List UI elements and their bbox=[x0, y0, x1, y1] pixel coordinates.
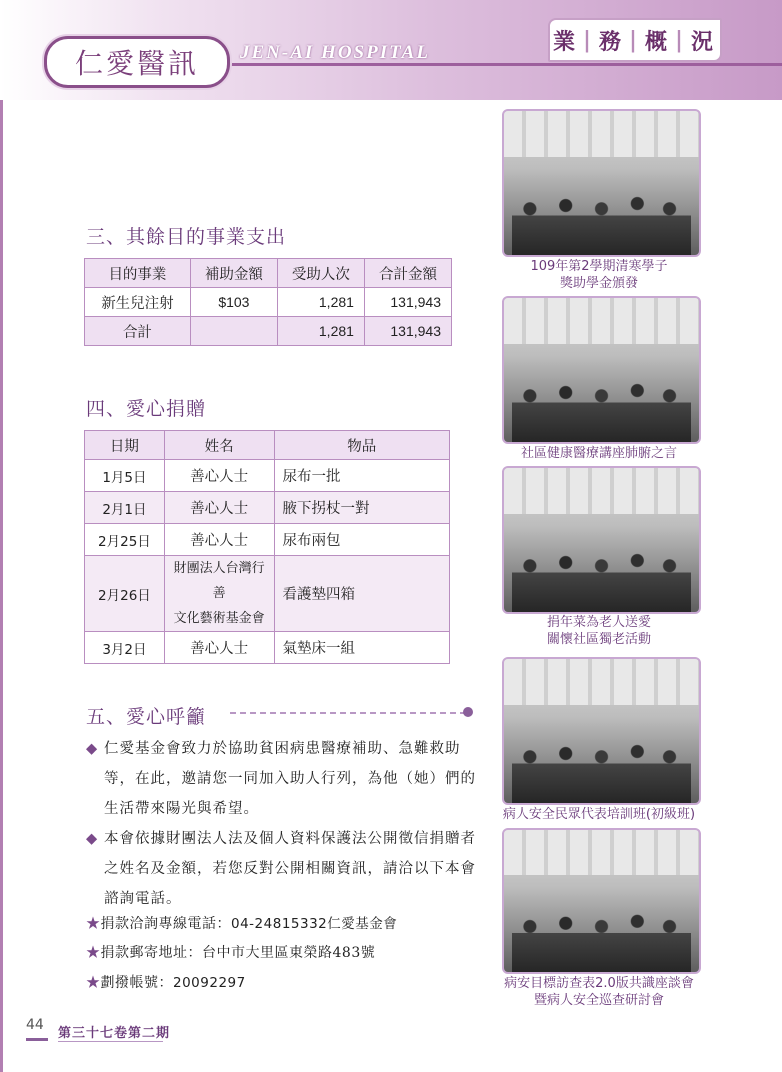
star-icon: ★ bbox=[86, 975, 101, 991]
name-line: 財團法人台灣行善 bbox=[173, 561, 265, 601]
appeal-bullets bbox=[86, 734, 478, 914]
caption-line: 捐年菜為老人送愛 bbox=[546, 615, 651, 630]
photo-caption bbox=[488, 258, 710, 292]
section-char: 務 bbox=[598, 28, 625, 55]
table-header-row bbox=[85, 259, 452, 288]
name-line: 文化藝術基金會 bbox=[173, 611, 265, 626]
table-row bbox=[85, 524, 450, 556]
title-dash-dot bbox=[463, 707, 473, 717]
section3-title: 三、其餘目的事業支出 bbox=[86, 226, 287, 248]
cell: 1,281 bbox=[277, 317, 364, 346]
header-cell: 合計金額 bbox=[364, 259, 451, 288]
header-cell: 日期 bbox=[85, 431, 165, 460]
cell: 131,943 bbox=[364, 317, 451, 346]
caption-line: 社區健康醫療講座肺腑之言 bbox=[520, 446, 677, 461]
cell-name bbox=[164, 556, 274, 632]
caption-line: 病安目標訪查表2.0版共識座談會 bbox=[504, 976, 694, 991]
photo-safety-symposium bbox=[502, 828, 701, 974]
diamond-icon: ◆ bbox=[86, 831, 99, 847]
contact-label: 劃撥帳號： bbox=[100, 975, 173, 991]
cell-date: 2月1日 bbox=[85, 492, 165, 524]
photo-caption bbox=[488, 445, 710, 462]
cell: 新生兒注射 bbox=[85, 288, 191, 317]
photo-elderly-care bbox=[502, 466, 701, 614]
table-header-row bbox=[85, 431, 450, 460]
contact-value: 04-24815332仁愛基金會 bbox=[231, 916, 398, 932]
cell-name: 善心人士 bbox=[164, 632, 274, 664]
issue-underline bbox=[58, 1041, 163, 1042]
section5-title: 五、愛心呼籲 bbox=[86, 706, 207, 728]
bullet-item bbox=[86, 734, 478, 824]
contact-phone bbox=[86, 912, 397, 933]
contact-account bbox=[86, 972, 246, 992]
bullet-text: 仁愛基金會致力於協助貧困病患醫療補助、急難救助等，在此，邀請您一同加入助人行列，為他（她）們的生活帶來陽光與希望。 bbox=[104, 741, 476, 817]
contact-address bbox=[86, 942, 375, 962]
photo-patient-safety-training bbox=[502, 657, 701, 805]
table-row bbox=[85, 492, 450, 524]
header-cell: 受助人次 bbox=[277, 259, 364, 288]
issue-label: 第三十七卷第二期 bbox=[58, 1026, 171, 1041]
star-icon: ★ bbox=[86, 945, 101, 961]
header-cell: 物品 bbox=[274, 431, 450, 460]
header-cell: 目的事業 bbox=[85, 259, 191, 288]
caption-line: 關懷社區獨老活動 bbox=[546, 632, 651, 647]
cell: 1,281 bbox=[277, 288, 364, 317]
photo-scholarship bbox=[502, 109, 701, 257]
cell-date: 2月25日 bbox=[85, 524, 165, 556]
cell-date: 3月2日 bbox=[85, 632, 165, 664]
cell-name: 善心人士 bbox=[164, 492, 274, 524]
section-char: 概 bbox=[645, 28, 672, 55]
table-total-row bbox=[85, 317, 452, 346]
photo-caption bbox=[488, 614, 710, 648]
caption-line: 病人安全民眾代表培訓班(初級班) bbox=[502, 807, 696, 822]
header-cell: 姓名 bbox=[164, 431, 274, 460]
cell-name: 善心人士 bbox=[164, 460, 274, 492]
section4-title: 四、愛心捐贈 bbox=[86, 398, 207, 420]
photo-health-seminar bbox=[502, 296, 701, 444]
page-number: 44 bbox=[26, 1017, 44, 1033]
bullet-text: 本會依據財團法人法及個人資料保護法公開徵信捐贈者之姓名及金額，若您反對公開相關資訊，請洽以下本會諮詢電話。 bbox=[104, 831, 476, 907]
section-tab: 業 | 務 | 概 | 況 bbox=[548, 18, 722, 62]
bullet-item bbox=[86, 824, 478, 914]
section-char: 業 bbox=[552, 28, 579, 55]
star-icon: ★ bbox=[86, 916, 101, 932]
section-char: 況 bbox=[691, 28, 718, 55]
contact-label: 捐款郵寄地址： bbox=[100, 945, 202, 961]
caption-line: 暨病人安全巡查研討會 bbox=[533, 993, 664, 1008]
cell-item: 看護墊四箱 bbox=[274, 556, 450, 632]
cell-item: 尿布一批 bbox=[274, 460, 450, 492]
left-edge-rule bbox=[0, 0, 3, 1072]
cell-item: 氣墊床一組 bbox=[274, 632, 450, 664]
title-dash-line bbox=[230, 712, 466, 714]
table-row bbox=[85, 556, 450, 632]
table-row bbox=[85, 632, 450, 664]
diamond-icon: ◆ bbox=[86, 741, 99, 757]
contact-value: 台中市大里區東榮路483號 bbox=[202, 945, 376, 961]
header-cell: 補助金額 bbox=[190, 259, 277, 288]
cell-name: 善心人士 bbox=[164, 524, 274, 556]
donation-table bbox=[84, 430, 450, 664]
cell: $103 bbox=[190, 288, 277, 317]
cell bbox=[190, 317, 277, 346]
cell-date: 2月26日 bbox=[85, 556, 165, 632]
cell: 合計 bbox=[85, 317, 191, 346]
caption-line: 109年第2學期清寒學子 bbox=[530, 259, 668, 274]
hospital-brand: JEN-AI HOSPITAL bbox=[240, 42, 430, 63]
logo: 仁愛醫訊 bbox=[44, 36, 230, 88]
photo-caption bbox=[488, 975, 710, 1009]
caption-line: 獎助學金頒發 bbox=[559, 276, 638, 291]
page-number-bar bbox=[26, 1038, 48, 1041]
contact-value: 20092297 bbox=[173, 975, 246, 991]
cell-item: 腋下拐杖一對 bbox=[274, 492, 450, 524]
cell-item: 尿布兩包 bbox=[274, 524, 450, 556]
table-row bbox=[85, 288, 452, 317]
cell: 131,943 bbox=[364, 288, 451, 317]
cell-date: 1月5日 bbox=[85, 460, 165, 492]
expense-table bbox=[84, 258, 452, 346]
photo-caption bbox=[488, 806, 710, 823]
contact-label: 捐款洽詢專線電話： bbox=[100, 916, 231, 932]
table-row bbox=[85, 460, 450, 492]
